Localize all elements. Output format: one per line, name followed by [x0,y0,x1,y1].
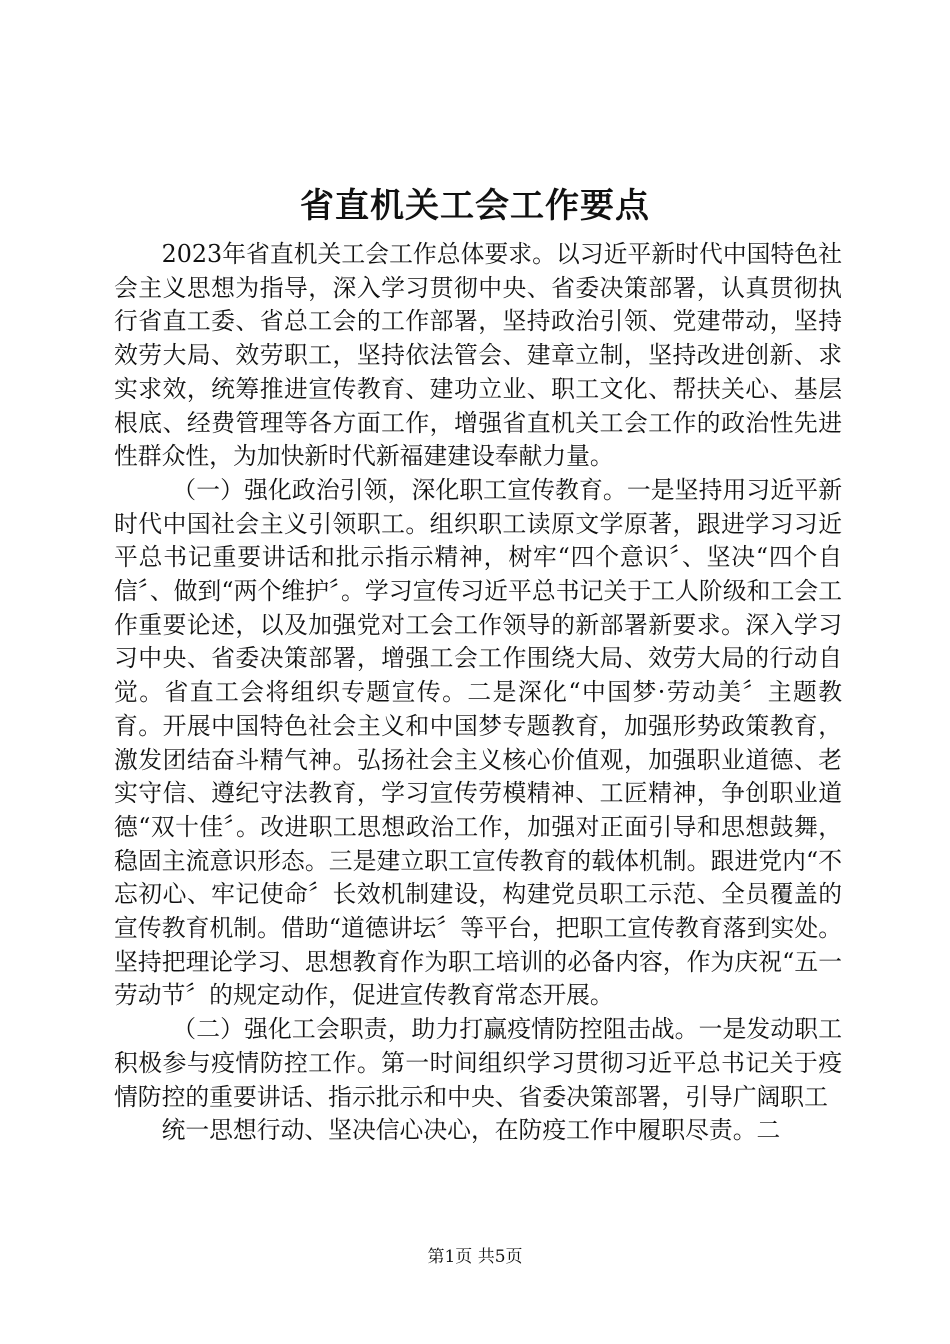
paragraph-continuation: 统一思想行动、坚决信心决心，在防疫工作中履职尽责。二 [161,1116,781,1145]
paragraph-section-one: （一）强化政治引领，深化职工宣传教育。一是坚持用习近平新时代中国社会主义引领职工。组织职工读原文学原著，跟进学习习近平总书记重要讲话和批示指示精神，树牢“四个意识〞、坚决“四个自信〞、做到“两个维护〞。学习宣传习近平总书记关于工人阶级和工会工作重要论述，以及加强党对工会工作领导的新部署新要求。深入学习习中央、省委决策部署，增强工会工作围绕大局、效劳大局的行动自觉。省直工会将组织专题宣传。二是深化“中国梦·劳动美〞主题教育。开展中国特色社会主义和中国梦专题教育，加强形势政策教育，激发团结奋斗精气神。弘扬社会主义核心价值观，加强职业道德、老实守信、遵纪守法教育，学习宣传劳模精神、工匠精神，争创职业道德“双十佳〞。改进职工思想政治工作，加强对正面引导和思想鼓舞，稳固主流意识形态。三是建立职工宣传教育的载体机制。跟进党内“不忘初心、牢记使命〞长效机制建设，构建党员职工示范、全员覆盖的宣传教育机制。借助“道德讲坛〞等平台，把职工宣传教育落到实处。坚持把理论学习、思想教育作为职工培训的必备内容，作为庆祝“五一劳动节〞的规定动作，促进宣传教育常态开展。 [114,475,842,1010]
page-number-footer: 第1页 共5页 [427,1247,523,1267]
document-body [114,238,842,1148]
paragraph-general-requirements: 2023年省直机关工会工作总体要求。以习近平新时代中国特色社会主义思想为指导，深入学习贯彻中央、省委决策部署，认真贯彻执行省直工委、省总工会的工作部署，坚持政治引领、党建带动，坚持效劳大局、效劳职工，坚持依法管会、建章立制，坚持改进创新、求实求效，统筹推进宣传教育、建功立业、职工文化、帮扶关心、基层根底、经费管理等各方面工作，增强省直机关工会工作的政治性先进性群众性，为加快新时代新福建建设奉献力量。 [114,240,842,471]
paragraph-section-two: （二）强化工会职责，助力打赢疫情防控阻击战。一是发动职工积极参与疫情防控工作。第一时间组织学习贯彻习近平总书记关于疫情防控的重要讲话、指示批示和中央、省委决策部署，引导广阔职工 [114,1015,842,1111]
document-title: 省直机关工会工作要点 [300,186,650,226]
